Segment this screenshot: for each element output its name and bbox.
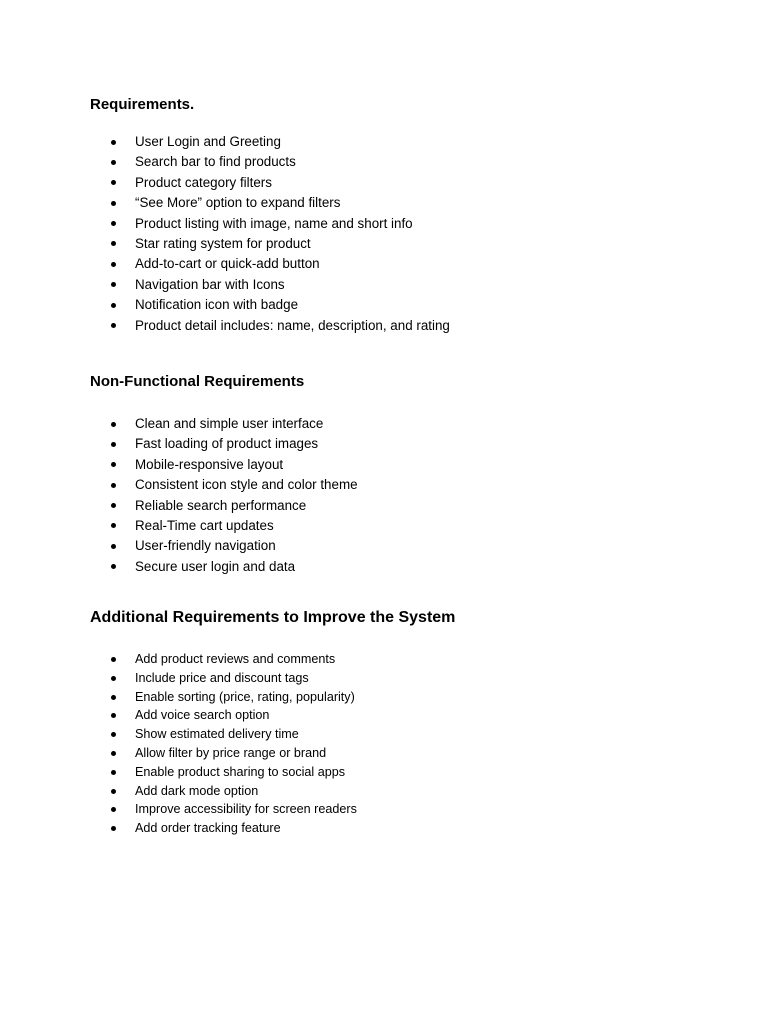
- list-item: [90, 782, 690, 801]
- list-item-text: Star rating system for product: [135, 235, 311, 251]
- list-item-text: Mobile-responsive layout: [135, 456, 284, 472]
- list-item-text: Product listing with image, name and short info: [135, 215, 413, 231]
- list-item: [90, 557, 690, 577]
- list-item-text: Reliable search performance: [135, 497, 307, 513]
- list-item-text: Consistent icon style and color theme: [135, 477, 358, 493]
- bullet-icon: [111, 140, 116, 145]
- bullet-list: [90, 650, 690, 838]
- bullet-icon: [111, 201, 116, 206]
- requirements-section: [90, 95, 690, 336]
- list-item: [90, 152, 690, 172]
- list-item-text: Product category filters: [135, 174, 272, 190]
- list-item-text: “See More” option to expand filters: [135, 195, 341, 211]
- list-item-text: Improve accessibility for screen readers: [135, 802, 357, 817]
- list-item: [90, 214, 690, 234]
- list-item-text: Show estimated delivery time: [135, 727, 299, 742]
- list-item: [90, 688, 690, 707]
- bullet-icon: [111, 323, 116, 328]
- list-item-text: Add dark mode option: [135, 783, 259, 798]
- additional-requirements-section: [90, 608, 690, 838]
- list-item: [90, 536, 690, 556]
- list-item: [90, 516, 690, 536]
- bullet-icon: [111, 564, 116, 569]
- bullet-icon: [111, 826, 116, 831]
- list-item-text: User-friendly navigation: [135, 538, 276, 554]
- bullet-icon: [111, 732, 116, 737]
- list-item: [90, 275, 690, 295]
- list-item: [90, 725, 690, 744]
- list-item-text: Search bar to find products: [135, 154, 296, 170]
- bullet-icon: [111, 751, 116, 756]
- list-item: [90, 455, 690, 475]
- list-item-text: Add voice search option: [135, 708, 270, 723]
- list-item: [90, 669, 690, 688]
- list-item: [90, 819, 690, 838]
- bullet-icon: [111, 303, 116, 308]
- list-item: [90, 254, 690, 274]
- bullet-icon: [111, 544, 116, 549]
- list-item: [90, 434, 690, 454]
- list-item-text: Clean and simple user interface: [135, 416, 324, 431]
- bullet-icon: [111, 422, 116, 427]
- list-item-text: Fast loading of product images: [135, 436, 319, 452]
- list-item-text: Product detail includes: name, description, and rating: [135, 317, 450, 333]
- list-item-text: Allow filter by price range or brand: [135, 745, 327, 760]
- bullet-icon: [111, 523, 116, 528]
- list-item: [90, 475, 690, 495]
- non-functional-requirements-section: [90, 372, 690, 577]
- bullet-icon: [111, 503, 116, 508]
- list-item: [90, 234, 690, 254]
- bullet-icon: [111, 770, 116, 775]
- bullet-icon: [111, 180, 116, 185]
- list-item-text: Real-Time cart updates: [135, 517, 274, 533]
- list-item-text: Add-to-cart or quick-add button: [135, 256, 320, 272]
- list-item: [90, 496, 690, 516]
- list-item: [90, 295, 690, 315]
- list-item-text: Add order tracking feature: [135, 821, 281, 836]
- list-item: [90, 173, 690, 193]
- bullet-icon: [111, 262, 116, 267]
- list-item: [90, 744, 690, 763]
- bullet-icon: [111, 282, 116, 287]
- list-item-text: Add product reviews and comments: [135, 652, 336, 666]
- bullet-icon: [111, 462, 116, 467]
- list-item: [90, 763, 690, 782]
- bullet-icon: [111, 442, 116, 447]
- list-item-text: Notification icon with badge: [135, 297, 299, 313]
- list-item-text: Enable product sharing to social apps: [135, 764, 346, 779]
- list-item-text: Secure user login and data: [135, 558, 296, 574]
- list-item-text: User Login and Greeting: [135, 134, 281, 149]
- bullet-icon: [111, 789, 116, 794]
- bullet-list: [90, 132, 690, 336]
- bullet-icon: [111, 160, 116, 165]
- section-heading: Requirements.: [90, 96, 195, 113]
- section-heading: Additional Requirements to Improve the System: [90, 609, 456, 626]
- bullet-icon: [111, 676, 116, 681]
- list-item: [90, 132, 690, 152]
- list-item: [90, 193, 690, 213]
- bullet-icon: [111, 483, 116, 488]
- list-item-text: Navigation bar with Icons: [135, 276, 285, 292]
- list-item: [90, 706, 690, 725]
- list-item: [90, 414, 690, 434]
- bullet-icon: [111, 221, 116, 226]
- list-item: [90, 316, 690, 336]
- bullet-icon: [111, 807, 116, 812]
- bullet-icon: [111, 657, 116, 662]
- bullet-list: [90, 414, 690, 577]
- list-item-text: Include price and discount tags: [135, 670, 309, 685]
- section-heading: Non-Functional Requirements: [90, 373, 305, 390]
- bullet-icon: [111, 713, 116, 718]
- list-item-text: Enable sorting (price, rating, popularity): [135, 689, 355, 704]
- list-item: [90, 800, 690, 819]
- list-item: [90, 650, 690, 669]
- bullet-icon: [111, 241, 116, 246]
- bullet-icon: [111, 695, 116, 700]
